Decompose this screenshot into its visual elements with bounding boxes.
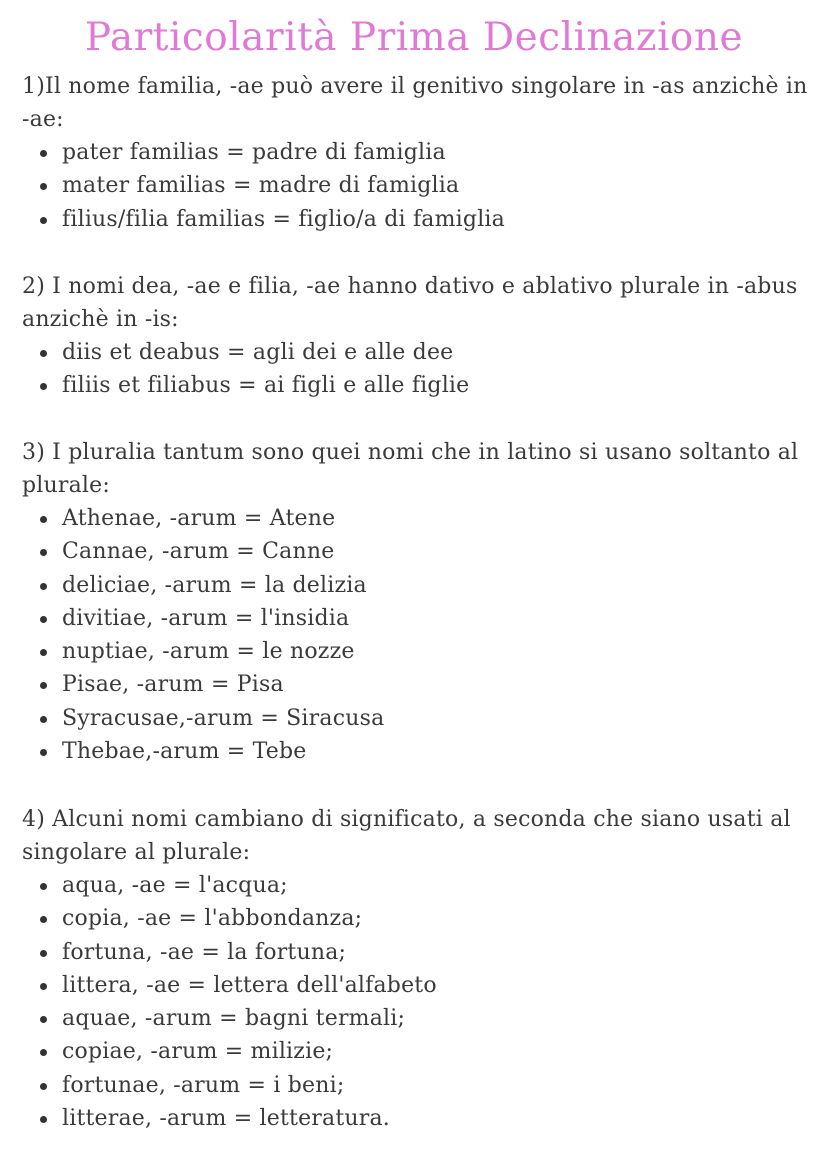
bullet-icon: [40, 649, 47, 656]
bullet-icon: [40, 1116, 47, 1123]
bullet-icon: [40, 516, 47, 523]
list-item-text: nuptiae, -arum = le nozze: [62, 639, 355, 665]
bullet-icon: [40, 150, 47, 157]
example-list: [22, 869, 812, 1135]
list-item-text: littera, -ae = lettera dell'alfabeto: [62, 972, 437, 998]
section-intro: 4) Alcuni nomi cambiano di significato, a seconda che siano usati al singolare al plurale:: [22, 807, 791, 865]
list-item-text: fortuna, -ae = la fortuna;: [62, 939, 347, 965]
list-item: [40, 869, 812, 902]
bullet-icon: [40, 1083, 47, 1090]
list-item: [40, 1102, 812, 1135]
list-item-text: aqua, -ae = l'acqua;: [62, 873, 288, 898]
list-item: [40, 1069, 812, 1102]
section-intro: 1)Il nome familia, -ae può avere il genitivo singolare in -as anzichè in -ae:: [22, 74, 808, 132]
list-item-text: copia, -ae = l'abbondanza;: [62, 906, 363, 932]
example-list: [22, 136, 812, 236]
list-item: [40, 502, 812, 535]
list-item-text: mater familias = madre di famiglia: [62, 173, 460, 199]
bullet-icon: [40, 883, 47, 890]
bullet-icon: [40, 916, 47, 923]
list-item-text: Syracusae,-arum = Siracusa: [62, 705, 385, 731]
list-item-text: copiae, -arum = milizie;: [62, 1039, 334, 1065]
list-item-text: aquae, -arum = bagni termali;: [62, 1006, 406, 1032]
bullet-icon: [40, 1049, 47, 1056]
list-item-text: Cannae, -arum = Canne: [62, 539, 335, 565]
list-item: [40, 1035, 812, 1068]
list-item: [40, 902, 812, 935]
list-item: [40, 668, 812, 701]
list-item-text: deliciae, -arum = la delizia: [62, 572, 367, 598]
bullet-icon: [40, 583, 47, 590]
section-intro: 2) I nomi dea, -ae e filia, -ae hanno dativo e ablativo plurale in -abus anzichè in -is:: [22, 274, 798, 332]
bullet-icon: [40, 950, 47, 957]
list-item-text: fortunae, -arum = i beni;: [62, 1072, 345, 1098]
bullet-icon: [40, 350, 47, 357]
list-item: [40, 735, 812, 768]
list-item: [40, 702, 812, 735]
list-item-text: Athenae, -arum = Atene: [62, 506, 336, 531]
list-item: [40, 169, 812, 202]
page-title: Particolarità Prima Declinazione: [84, 15, 744, 60]
list-item-text: Thebae,-arum = Tebe: [62, 739, 307, 765]
list-item: [40, 635, 812, 668]
example-list: [22, 336, 812, 403]
list-item: [40, 203, 812, 236]
list-item-text: divitiae, -arum = l'insidia: [62, 605, 350, 631]
section-familia: [22, 70, 812, 236]
bullet-icon: [40, 217, 47, 224]
list-item: [40, 136, 812, 169]
section-meaning-change: [22, 803, 812, 1135]
list-item-text: filiis et filiabus = ai figli e alle figlie: [62, 373, 470, 399]
list-item: [40, 535, 812, 568]
list-item: [40, 569, 812, 602]
section-dea-filia: [22, 270, 812, 403]
bullet-icon: [40, 983, 47, 990]
list-item: [40, 336, 812, 369]
list-item: [40, 936, 812, 969]
list-item: [40, 969, 812, 1002]
section-pluralia-tantum: [22, 436, 812, 768]
list-item-text: diis et deabus = agli dei e alle dee: [62, 340, 454, 365]
example-list: [22, 502, 812, 768]
bullet-icon: [40, 716, 47, 723]
section-intro: 3) I pluralia tantum sono quei nomi che in latino si usano soltanto al plurale:: [22, 440, 799, 498]
bullet-icon: [40, 682, 47, 689]
bullet-icon: [40, 616, 47, 623]
list-item: [40, 1002, 812, 1035]
bullet-icon: [40, 749, 47, 756]
bullet-icon: [40, 383, 47, 390]
list-item: [40, 602, 812, 635]
list-item-text: filius/filia familias = figlio/a di famiglia: [62, 206, 505, 232]
list-item-text: litterae, -arum = letteratura.: [62, 1106, 390, 1132]
bullet-icon: [40, 183, 47, 190]
bullet-icon: [40, 549, 47, 556]
bullet-icon: [40, 1016, 47, 1023]
list-item-text: pater familias = padre di famiglia: [62, 140, 446, 165]
list-item: [40, 369, 812, 402]
list-item-text: Pisae, -arum = Pisa: [62, 672, 284, 698]
